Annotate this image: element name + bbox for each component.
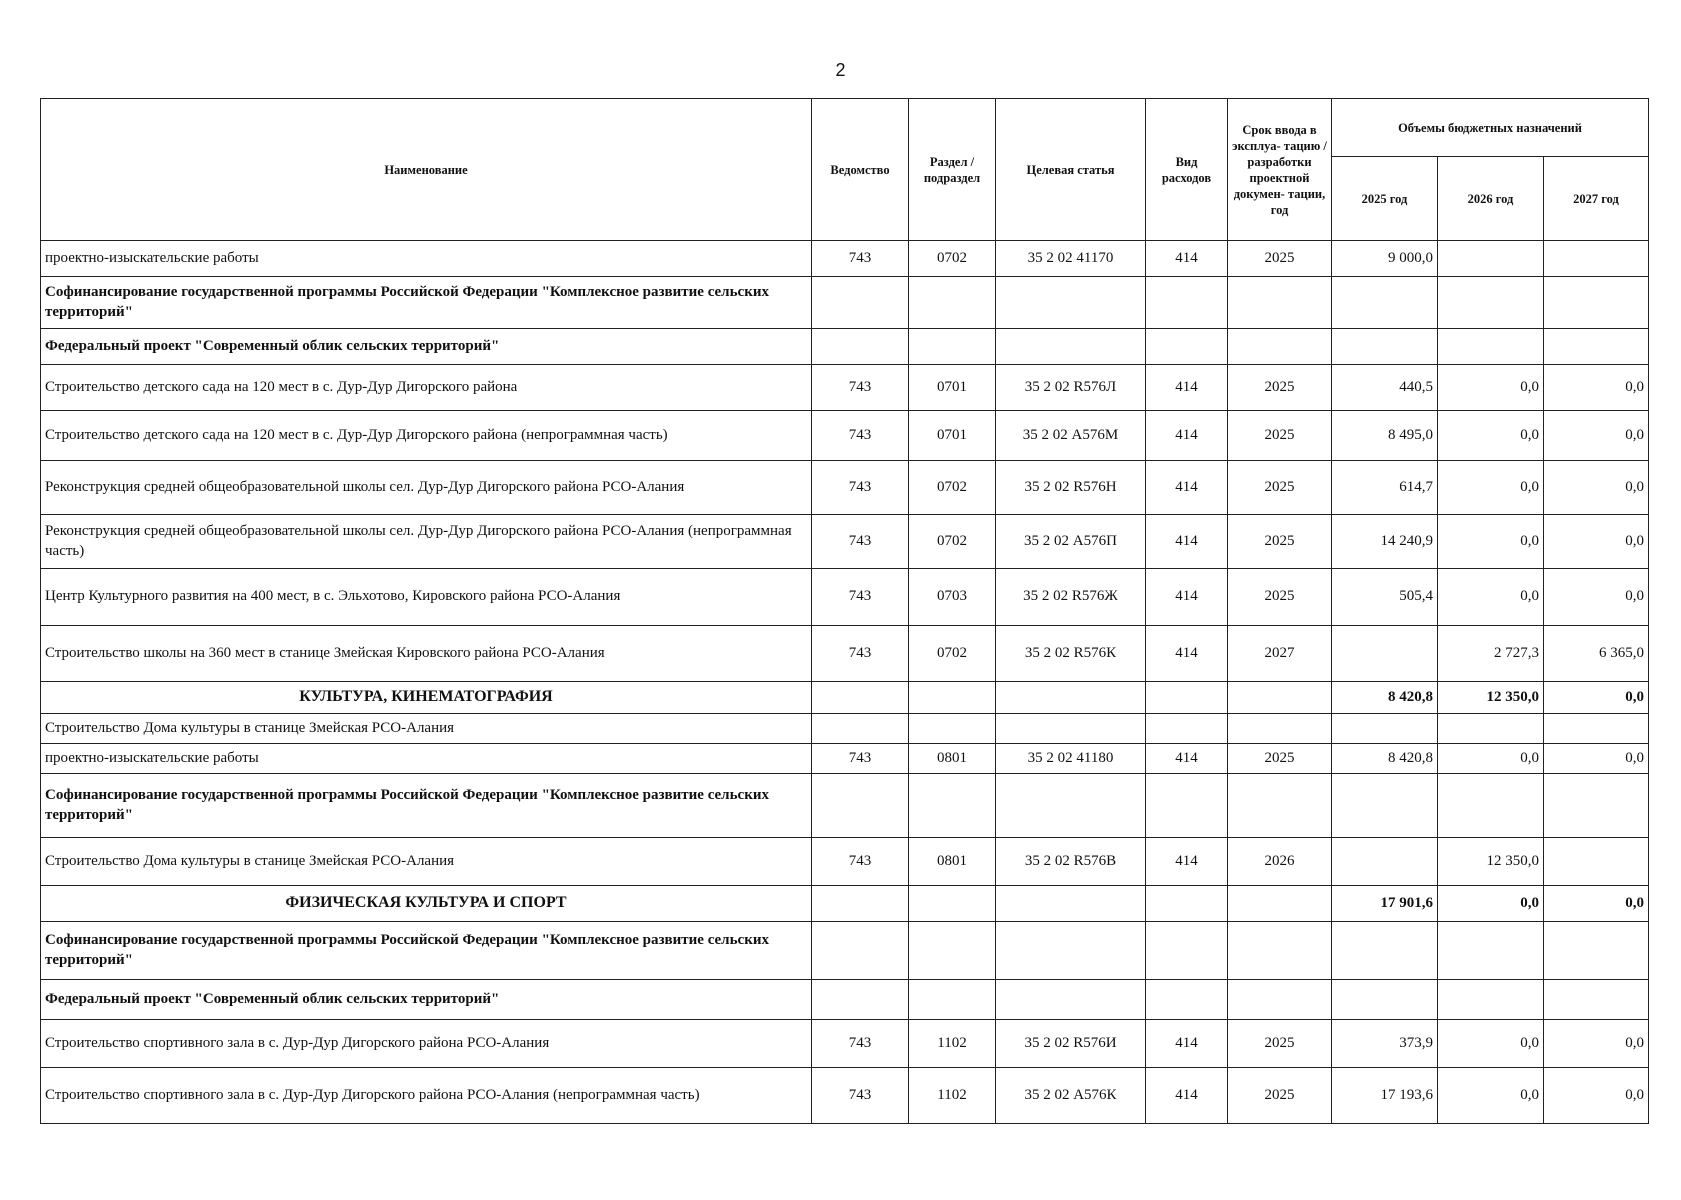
row-dept: 743 — [812, 569, 909, 626]
row-expense: 414 — [1146, 744, 1228, 774]
row-term: 2026 — [1228, 838, 1332, 886]
row-target: 35 2 02 41170 — [996, 241, 1146, 277]
row-section: 0703 — [909, 569, 996, 626]
table-row — [41, 744, 1649, 774]
row-name: Софинансирование государственной программы Российской Федерации "Комплексное развитие сельских территорий" — [41, 277, 812, 329]
row-name: проектно-изыскательские работы — [41, 241, 812, 277]
row-dept: 743 — [812, 241, 909, 277]
row-dept: 743 — [812, 1068, 909, 1124]
row-expense: 414 — [1146, 365, 1228, 411]
table-row — [41, 626, 1649, 682]
row-v2026: 0,0 — [1438, 569, 1544, 626]
row-name: Строительство школы на 360 мест в станице Змейская Кировского района РСО-Алания — [41, 626, 812, 682]
row-v2025: 17 193,6 — [1332, 1068, 1438, 1124]
row-v2025: 373,9 — [1332, 1020, 1438, 1068]
row-v2026: 0,0 — [1438, 411, 1544, 461]
row-expense: 414 — [1146, 411, 1228, 461]
row-v2025: 505,4 — [1332, 569, 1438, 626]
col-header-volumes: Объемы бюджетных назначений — [1332, 99, 1649, 157]
row-name: Строительство Дома культуры в станице Змейская РСО-Алания — [41, 714, 812, 744]
table-row — [41, 714, 1649, 744]
row-term: 2025 — [1228, 461, 1332, 515]
row-v2026: 0,0 — [1438, 886, 1544, 922]
row-dept: 743 — [812, 744, 909, 774]
row-dept: 743 — [812, 515, 909, 569]
row-v2026: 2 727,3 — [1438, 626, 1544, 682]
row-target: 35 2 02 R576В — [996, 838, 1146, 886]
row-dept: 743 — [812, 838, 909, 886]
row-target: 35 2 02 А576К — [996, 1068, 1146, 1124]
table-row — [41, 922, 1649, 980]
table-row — [41, 241, 1649, 277]
row-v2025 — [1332, 626, 1438, 682]
col-header-expense: Вид расходов — [1146, 99, 1228, 241]
row-target: 35 2 02 R576И — [996, 1020, 1146, 1068]
row-expense: 414 — [1146, 569, 1228, 626]
row-target: 35 2 02 R576К — [996, 626, 1146, 682]
table-row — [41, 774, 1649, 838]
table-row — [41, 411, 1649, 461]
row-name: Строительство детского сада на 120 мест в с. Дур-Дур Дигорского района — [41, 365, 812, 411]
row-v2027: 0,0 — [1544, 744, 1649, 774]
row-v2027: 0,0 — [1544, 1020, 1649, 1068]
row-name: Реконструкция средней общеобразовательной школы сел. Дур-Дур Дигорского района РСО-Алания (непрограммная часть) — [41, 515, 812, 569]
page-number: 2 — [835, 60, 846, 80]
row-term: 2025 — [1228, 744, 1332, 774]
row-expense: 414 — [1146, 838, 1228, 886]
row-name: Центр Культурного развития на 400 мест, в с. Эльхотово, Кировского района РСО-Алания — [41, 569, 812, 626]
row-name: Софинансирование государственной программы Российской Федерации "Комплексное развитие сельских территорий" — [41, 922, 812, 980]
table-row — [41, 1020, 1649, 1068]
table-row — [41, 461, 1649, 515]
row-name: Реконструкция средней общеобразовательной школы сел. Дур-Дур Дигорского района РСО-Алания — [41, 461, 812, 515]
row-section: 0702 — [909, 461, 996, 515]
budget-table — [40, 98, 1649, 1124]
row-v2025: 17 901,6 — [1332, 886, 1438, 922]
row-v2026: 0,0 — [1438, 744, 1544, 774]
row-target: 35 2 02 41180 — [996, 744, 1146, 774]
row-term: 2025 — [1228, 569, 1332, 626]
row-expense: 414 — [1146, 461, 1228, 515]
row-dept: 743 — [812, 626, 909, 682]
row-target: 35 2 02 А576М — [996, 411, 1146, 461]
row-section: 0701 — [909, 365, 996, 411]
table-row — [41, 1068, 1649, 1124]
row-term: 2025 — [1228, 1068, 1332, 1124]
row-section: 1102 — [909, 1020, 996, 1068]
col-header-name: Наименование — [41, 99, 812, 241]
row-v2027 — [1544, 838, 1649, 886]
row-term: 2025 — [1228, 1020, 1332, 1068]
row-v2025: 440,5 — [1332, 365, 1438, 411]
col-header-2026: 2026 год — [1438, 157, 1544, 241]
row-section: 0701 — [909, 411, 996, 461]
row-v2027: 0,0 — [1544, 682, 1649, 714]
col-header-term: Срок ввода в эксплуа- тацию / разработки проектной докумен- тации, год — [1228, 99, 1332, 241]
row-v2027: 0,0 — [1544, 569, 1649, 626]
row-term: 2025 — [1228, 411, 1332, 461]
row-v2026: 0,0 — [1438, 461, 1544, 515]
table-row — [41, 682, 1649, 714]
row-dept: 743 — [812, 411, 909, 461]
table-row — [41, 515, 1649, 569]
row-name: Строительство спортивного зала в с. Дур-Дур Дигорского района РСО-Алания (непрограммная часть) — [41, 1068, 812, 1124]
row-v2027: 0,0 — [1544, 886, 1649, 922]
row-v2026 — [1438, 241, 1544, 277]
row-v2027: 0,0 — [1544, 515, 1649, 569]
col-header-target: Целевая статья — [996, 99, 1146, 241]
row-v2027: 0,0 — [1544, 365, 1649, 411]
row-target: 35 2 02 R576Л — [996, 365, 1146, 411]
row-v2027: 0,0 — [1544, 1068, 1649, 1124]
row-dept: 743 — [812, 365, 909, 411]
col-header-2025: 2025 год — [1332, 157, 1438, 241]
row-v2027 — [1544, 241, 1649, 277]
table-row — [41, 329, 1649, 365]
row-v2025: 8 495,0 — [1332, 411, 1438, 461]
row-target: 35 2 02 А576П — [996, 515, 1146, 569]
row-section: 0702 — [909, 515, 996, 569]
col-header-dept: Ведомство — [812, 99, 909, 241]
row-v2026: 12 350,0 — [1438, 682, 1544, 714]
row-name: Строительство детского сада на 120 мест в с. Дур-Дур Дигорского района (непрограммная часть) — [41, 411, 812, 461]
row-v2025: 14 240,9 — [1332, 515, 1438, 569]
row-term: 2027 — [1228, 626, 1332, 682]
row-section: 1102 — [909, 1068, 996, 1124]
row-section: 0801 — [909, 744, 996, 774]
row-name: Софинансирование государственной программы Российской Федерации "Комплексное развитие сельских территорий" — [41, 774, 812, 838]
row-name: Федеральный проект "Современный облик сельских территорий" — [41, 980, 812, 1020]
col-header-2027: 2027 год — [1544, 157, 1649, 241]
table-row — [41, 838, 1649, 886]
row-expense: 414 — [1146, 241, 1228, 277]
table-row — [41, 569, 1649, 626]
section-title: ФИЗИЧЕСКАЯ КУЛЬТУРА И СПОРТ — [41, 886, 812, 922]
row-v2026: 0,0 — [1438, 365, 1544, 411]
row-v2025: 614,7 — [1332, 461, 1438, 515]
row-v2025 — [1332, 838, 1438, 886]
row-v2027: 6 365,0 — [1544, 626, 1649, 682]
row-v2025: 9 000,0 — [1332, 241, 1438, 277]
row-term: 2025 — [1228, 241, 1332, 277]
row-term: 2025 — [1228, 365, 1332, 411]
row-v2025: 8 420,8 — [1332, 682, 1438, 714]
row-v2025: 8 420,8 — [1332, 744, 1438, 774]
row-target: 35 2 02 R576Н — [996, 461, 1146, 515]
row-v2026: 0,0 — [1438, 515, 1544, 569]
row-section: 0702 — [909, 626, 996, 682]
row-section: 0702 — [909, 241, 996, 277]
col-header-section: Раздел / подраздел — [909, 99, 996, 241]
table-row — [41, 886, 1649, 922]
row-v2026: 0,0 — [1438, 1020, 1544, 1068]
table-row — [41, 277, 1649, 329]
row-expense: 414 — [1146, 1068, 1228, 1124]
row-name: проектно-изыскательские работы — [41, 744, 812, 774]
row-section: 0801 — [909, 838, 996, 886]
row-name: Строительство спортивного зала в с. Дур-Дур Дигорского района РСО-Алания — [41, 1020, 812, 1068]
table-row — [41, 365, 1649, 411]
row-v2026: 12 350,0 — [1438, 838, 1544, 886]
row-dept: 743 — [812, 1020, 909, 1068]
table-row — [41, 980, 1649, 1020]
section-title: КУЛЬТУРА, КИНЕМАТОГРАФИЯ — [41, 682, 812, 714]
row-dept: 743 — [812, 461, 909, 515]
row-v2026: 0,0 — [1438, 1068, 1544, 1124]
row-expense: 414 — [1146, 515, 1228, 569]
row-name: Строительство Дома культуры в станице Змейская РСО-Алания — [41, 838, 812, 886]
row-target: 35 2 02 R576Ж — [996, 569, 1146, 626]
row-expense: 414 — [1146, 1020, 1228, 1068]
row-term: 2025 — [1228, 515, 1332, 569]
row-expense: 414 — [1146, 626, 1228, 682]
row-v2027: 0,0 — [1544, 411, 1649, 461]
row-v2027: 0,0 — [1544, 461, 1649, 515]
row-name: Федеральный проект "Современный облик сельских территорий" — [41, 329, 812, 365]
